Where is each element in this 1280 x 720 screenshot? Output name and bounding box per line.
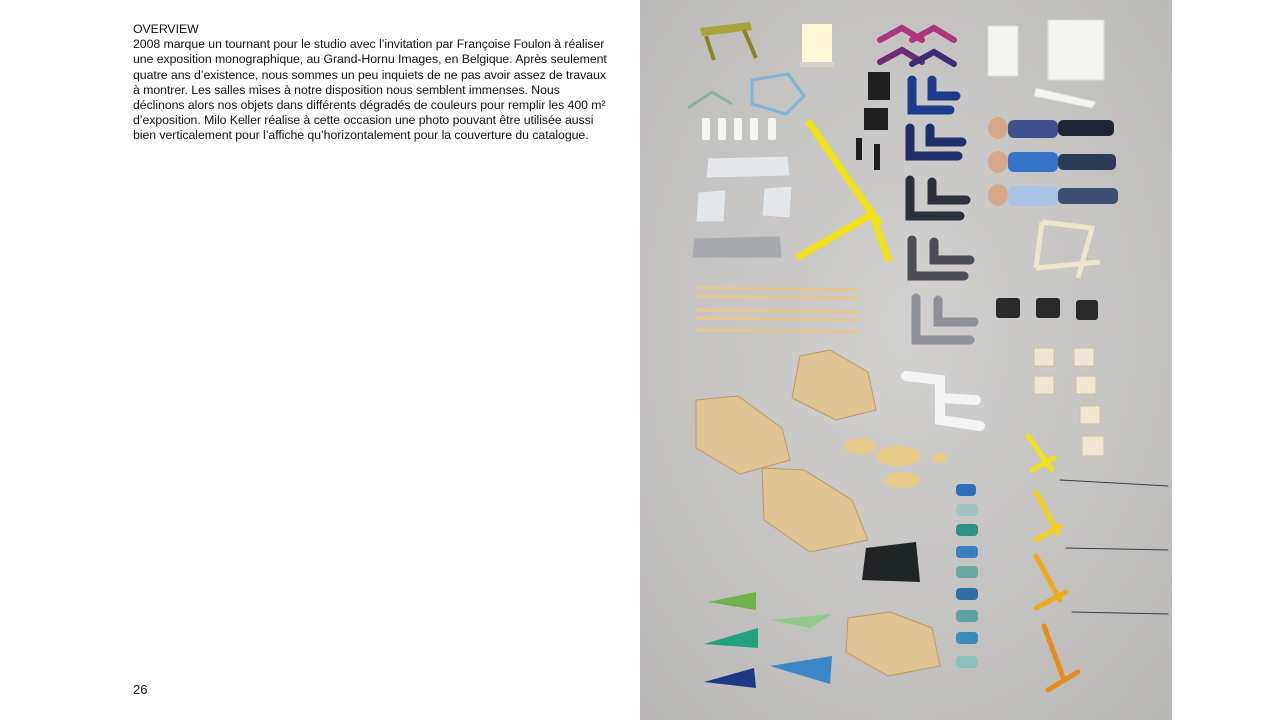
people-lying <box>988 117 1118 206</box>
exhibition-photo <box>640 0 1172 720</box>
marble-tile <box>862 542 920 582</box>
overview-paragraph: 2008 marque un tournant pour le studio avec l’invitation par Françoise Foulon à réaliser une exposition monographique, au Grand-Hornu Images, en Belgique. Après seulement quatre ans d’existence, nous sommes un peu inquiets de ne pas avoir assez de travaux à montrer. Les salles mises à notre disposition nous semblent immenses. Nous déclinons alors nos objets dans différents dégradés de couleurs pour remplir les 400 m² d’exposition. Milo Keller réalise à cette occasion une photo pouvant être utilisée aussi bien verticalement pour l’affiche qu’horizontalement pour la couverture du catalogue. <box>133 37 607 143</box>
overview-heading: OVERVIEW <box>133 22 199 36</box>
overview-text-block <box>133 22 608 144</box>
table-lamp <box>800 24 834 67</box>
ceramic-cups <box>956 484 978 668</box>
page-number: 26 <box>133 682 148 697</box>
exhibition-photo-illustration <box>640 0 1172 720</box>
black-spotlights <box>996 298 1098 320</box>
right-margin <box>1172 0 1280 720</box>
